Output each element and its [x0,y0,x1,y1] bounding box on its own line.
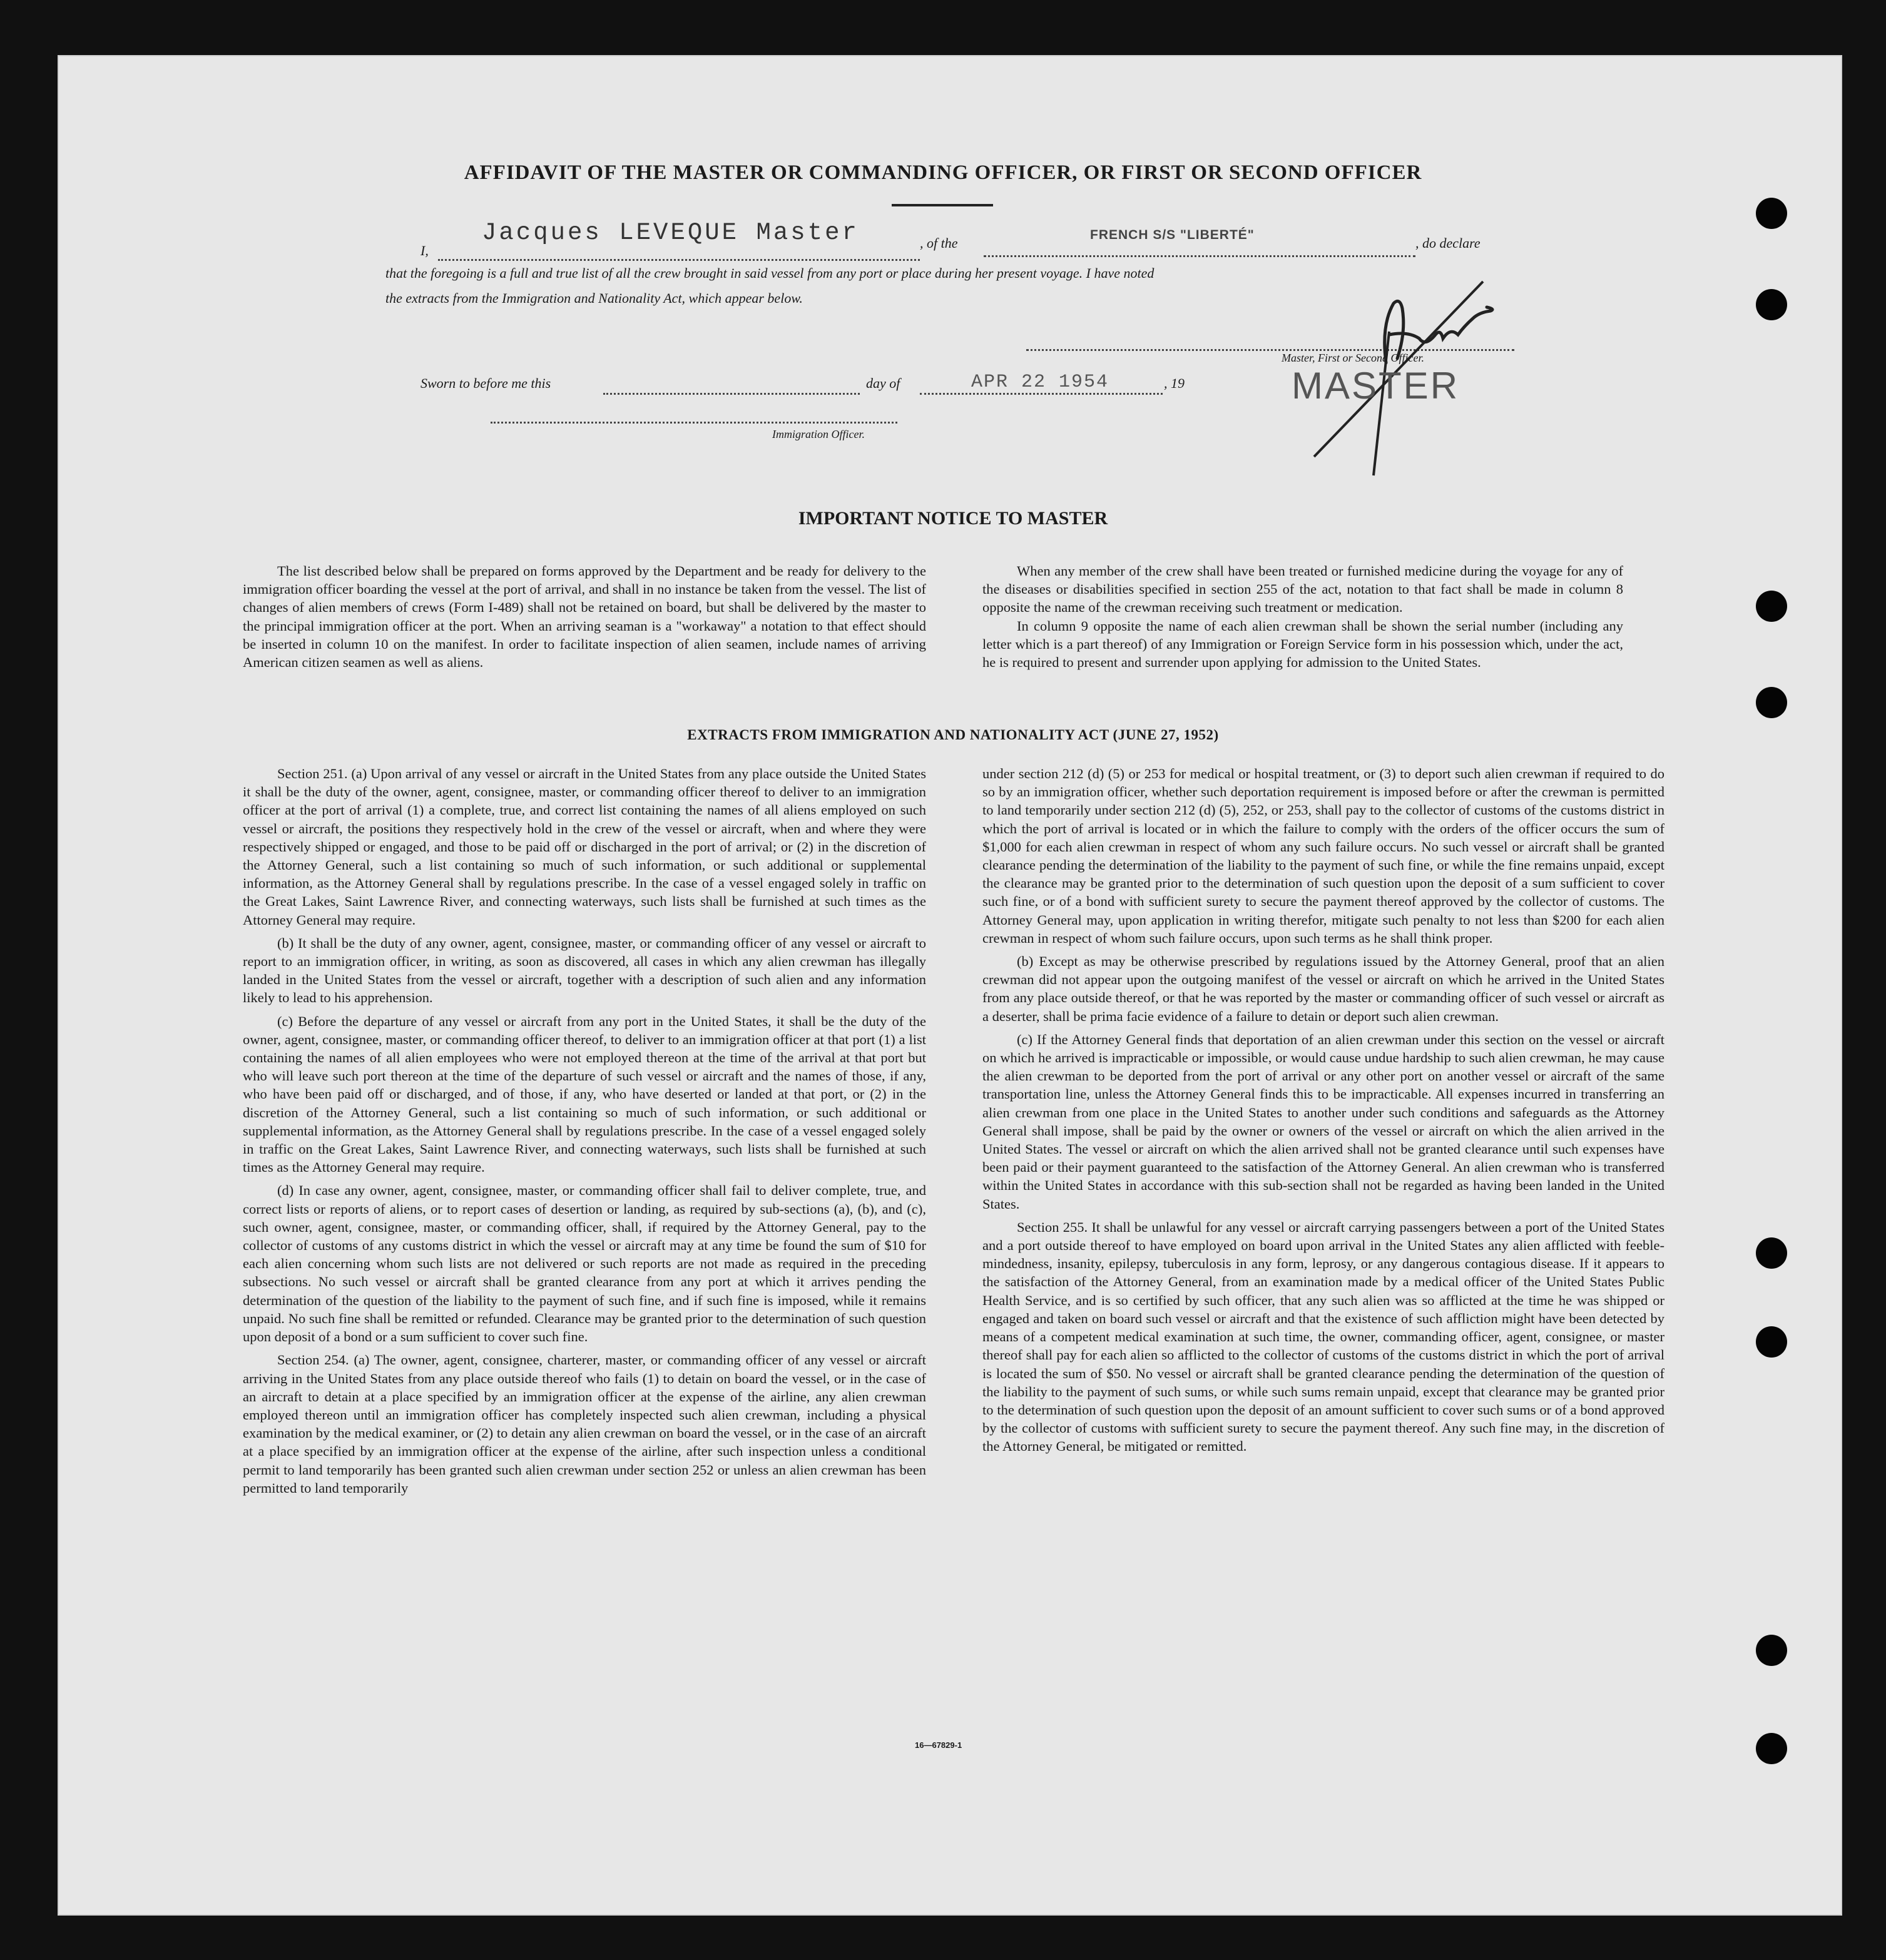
extracts-left-column [243,764,926,1502]
section-251-a: Section 251. (a) Upon arrival of any vessel or aircraft in the United States from any place outside the United States it shall be the duty of the owner, agent, consignee, master, or commanding officer thereof to deliver to an immigration officer at the port of arrival (1) a complete, true, and correct list containing the names of all aliens employed on such vessel or aircraft, the positions they respectively hold in the crew of the vessel or aircraft, when and where they were respectively shipped or engaged, and those to be paid off or discharged in the port of arrival; or (2) in the discretion of the Attorney General, such a list containing so much of such information, or such additional or supplemental information, as the Attorney General shall by regulations prescribe. In the case of a vessel engaged solely in traffic on the Great Lakes, Saint Lawrence River, and connecting waterways, such lists shall be furnished at such times as the Attorney General may require. [243,766,926,928]
section-251-d: (d) In case any owner, agent, consignee, master, or commanding officer shall fail to deliver complete, true, and correct lists or reports of aliens, or to report cases of desertion or landing, as required by sub-sections (a), (b), and (c), such owner, agent, consignee, master, or commanding officer, shall, if required by the Attorney General, pay to the collector of customs of any customs district in which the vessel or aircraft may at any time be found the sum of $10 for each alien concerning whom such lists are not delivered or such reports are not made as required in the preceding subsections. No such vessel or aircraft shall be granted clearance from any port at which it arrives pending the determination of the question of the liability to the payment of such fine, and if such fine is imposed, while it remains unpaid. No such fine shall be remitted or refunded. Clearance may be granted prior to the determination of such question upon deposit of a bond or a sum sufficient to cover such fine. [243,1182,926,1345]
section-255: Section 255. It shall be unlawful for any vessel or aircraft carrying passengers between a port of the United States and a port outside thereof to have employed on board upon arrival in the United States any alien afflicted with feeble-mindedness, insanity, epilepsy, tuberculosis in any form, leprosy, or any dangerous contagious disease. If it appears to the satisfaction of the Attorney General, from an examination made by a medical officer of the United States Public Health Service, and is so certified by such officer, that any such alien was so afflicted at the time he was shipped or engaged and taken on board such vessel or aircraft and that the existence of such affliction might have been detected by means of a competent medical examination at such time, the owner, commanding officer, agent, consignee, or master thereof shall pay for each alien so afflicted to the collector of customs of the customs district in which the port of arrival is located the sum of $50. No vessel or aircraft shall be granted clearance pending the determination of the question of the liability to the payment of such sums, or while such sums remain unpaid, except that clearance may be granted prior to the determination of such question upon the deposit of an amount sufficient to cover such sums or of a bond approved by the collector of customs with sufficient surety to secure the payment thereof. Any such fine may, in the discretion of the Attorney General, be mitigated or remitted. [982,1219,1664,1455]
signature-caption: Master, First or Second Officer. [1282,352,1424,364]
binder-hole [1756,198,1787,229]
notice-heading: IMPORTANT NOTICE TO MASTER [798,508,1108,529]
section-254-a-continued: under section 212 (d) (5) or 253 for medical or hospital treatment, or (3) to deport such alien crewman if required to do so by an immigration officer, whether such deportation requirement is imposed before or after the crewman is permitted to land temporarily under section 212 (d) (5), 252, or 253, shall pay to the collector of customs of the customs district in which the port of arrival is located or in which the failure to comply with the orders of the officer occurs the sum of $1,000 for each alien crewman in respect of whom any such failure occurs. No such vessel or aircraft shall be granted clearance pending the determination of the liability to the payment of such fine, or while the fine remains unpaid, except the clearance may be granted prior to the determination of such question upon the deposit of a sum sufficient to cover such fine, or of a bond with sufficient surety to secure the payment thereof approved by the collector of customs. The Attorney General may, upon application in writing therefor, mitigate such penalty to not less than $200 for each alien crewman in respect of whom such failure occurs, upon such terms as he shall think proper. [982,766,1664,946]
immigration-officer-line [491,415,897,424]
binder-hole [1756,1237,1787,1269]
binder-hole [1756,1326,1787,1358]
master-stamp: MASTER [1292,365,1460,407]
binder-hole [1756,1733,1787,1764]
binder-hole [1756,1635,1787,1666]
day-of-label: day of [866,375,900,391]
sworn-date-value: APR 22 1954 [971,372,1109,393]
of-the-label: , of the [920,235,958,251]
section-254-c: (c) If the Attorney General finds that deportation of an alien crewman under this section on the vessel or aircraft on which he arrived is impracticable or impossible, or would cause undue hardship to such alien crewman, he may cause the alien crewman to be deported from the port of arrival or any other port on another vessel or aircraft of the same transportation line, unless the Attorney General finds this to be impracticable. All expenses incurred in transferring an alien crewman from one place in the United States to another under such conditions and safeguards as the Attorney General shall impose, shall be paid by the owner or owners of the vessel or aircraft on which the alien arrived in the United States. The vessel or aircraft on which the alien arrived shall not be granted clearance until such expenses have been paid or their payment guaranteed to the satisfaction of the Attorney General. An alien crewman who is transferred within the United States in accordance with this sub-section shall not be regarded as having been landed in the United States. [982,1031,1664,1212]
extracts-heading: EXTRACTS FROM IMMIGRATION AND NATIONALITY ACT (JUNE 27, 1952) [687,727,1219,743]
section-254-b: (b) Except as may be otherwise prescribed by regulations issued by the Attorney General, proof that an alien crewman did not appear upon the outgoing manifest of the vessel or aircraft on which he arrived in the United States from any place outside thereof, or that he was reported by the master or commanding officer of such vessel or aircraft as a deserter, shall be prima facie evidence of a failure to detain or deport such alien crewman. [982,953,1664,1024]
declaration-prefix: I, [421,243,429,258]
immigration-officer-caption: Immigration Officer. [772,428,865,440]
notice-left-paragraph: The list described below shall be prepared on forms approved by the Department and be ready for delivery to the immigration officer boarding the vessel at the port of arrival, and shall in no instance be taken from the vessel. The list of changes of alien members of crews (Form I-489) shall not be retained on board, but shall be delivered by the master to the principal immigration officer at the port. When an arriving seaman is a "workaway" a notation to that effect should be inserted in column 10 on the manifest. In order to facilitate inspection of alien seamen, include names of arriving American citizen seamen as well as aliens. [243,563,926,671]
declaration-line-2: the extracts from the Immigration and Nationality Act, which appear below. [385,290,803,306]
vessel-name-value: FRENCH S/S "LIBERTÉ" [1090,228,1255,242]
do-declare-label: , do declare [1415,235,1481,251]
year-prefix-label: , 19 [1164,375,1185,391]
notice-right-paragraph-2: In column 9 opposite the name of each alien crewman shall be shown the serial number (including any letter which is a part thereof) of any Immigration or Foreign Service form in his possession which, under the act, he is required to present and surrender upon applying for admission to the United States. [982,617,1623,671]
sworn-label: Sworn to before me this [421,375,551,391]
master-name-value: Jacques LEVEQUE Master [482,219,859,246]
title-rule [892,204,993,206]
binder-hole [1756,591,1787,622]
vessel-field-line [984,249,1415,257]
sworn-day-line [603,387,860,395]
section-254-a: Section 254. (a) The owner, agent, consignee, charterer, master, or commanding officer of any vessel or aircraft arriving in the United States from any place outside thereof who fails (1) to detain on board the vessel, or in the case of an aircraft to detain at a place specified by an immigration officer at the expense of the airline, any alien crewman employed thereon until an immigration officer has completely inspected such alien crewman, including a physical examination by the medical examiner, or (2) to detain any alien crewman on board the vessel, or in the case of an aircraft at a place specified by an immigration officer at the expense of the airline, after such inspection unless a conditional permit to land temporarily has been granted such alien crewman under section 252 or unless an alien crewman has been permitted to land temporarily [243,1352,926,1496]
binder-hole [1756,687,1787,718]
section-251-b: (b) It shall be the duty of any owner, agent, consignee, master, or commanding officer of any vessel or aircraft to report to an immigration officer, in writing, as soon as discovered, all cases in which any alien crewman has illegally landed in the United States from the vessel or aircraft, together with a description of such alien and any information likely to lead to his apprehension. [243,935,926,1006]
name-field-line [438,253,920,261]
declaration-line-1: that the foregoing is a full and true list of all the crew brought in said vessel from any port or place during her present voyage. I have noted [385,265,1155,281]
affidavit-title: AFFIDAVIT OF THE MASTER OR COMMANDING OFFICER, OR FIRST OR SECOND OFFICER [464,161,1422,184]
notice-right-paragraph-1: When any member of the crew shall have been treated or furnished medicine during the voyage for any of the diseases or disabilities specified in section 255 of the act, notation to that fact shall be made in column 8 opposite the name of the crewman receiving such treatment or medication. [982,563,1623,616]
binder-hole [1756,289,1787,320]
notice-left-column [243,562,926,676]
section-251-c: (c) Before the departure of any vessel or aircraft from any port in the United States, it shall be the duty of the owner, agent, consignee, master, or commanding officer thereof, to deliver to an immigration officer at that port (1) a list containing the names of all alien employees who were not employed thereon at the time of the arrival at that port but who will leave such port thereon at the time of the departure of such vessel or aircraft and the names of those, if any, who have been paid off or discharged, and of those, if any, who have deserted or landed at that port, or (2) in the discretion of the Attorney General, such a list containing so much of such information, or such additional or supplemental information, as the Attorney General shall by regulations prescribe. In the case of a vessel engaged solely in traffic on the Great Lakes, Saint Lawrence River, and connecting waterways, such lists shall be furnished at such times as the Attorney General may require. [243,1013,926,1175]
form-number: 16—67829-1 [915,1740,962,1750]
notice-right-column [982,562,1623,676]
extracts-right-column [982,764,1664,1461]
